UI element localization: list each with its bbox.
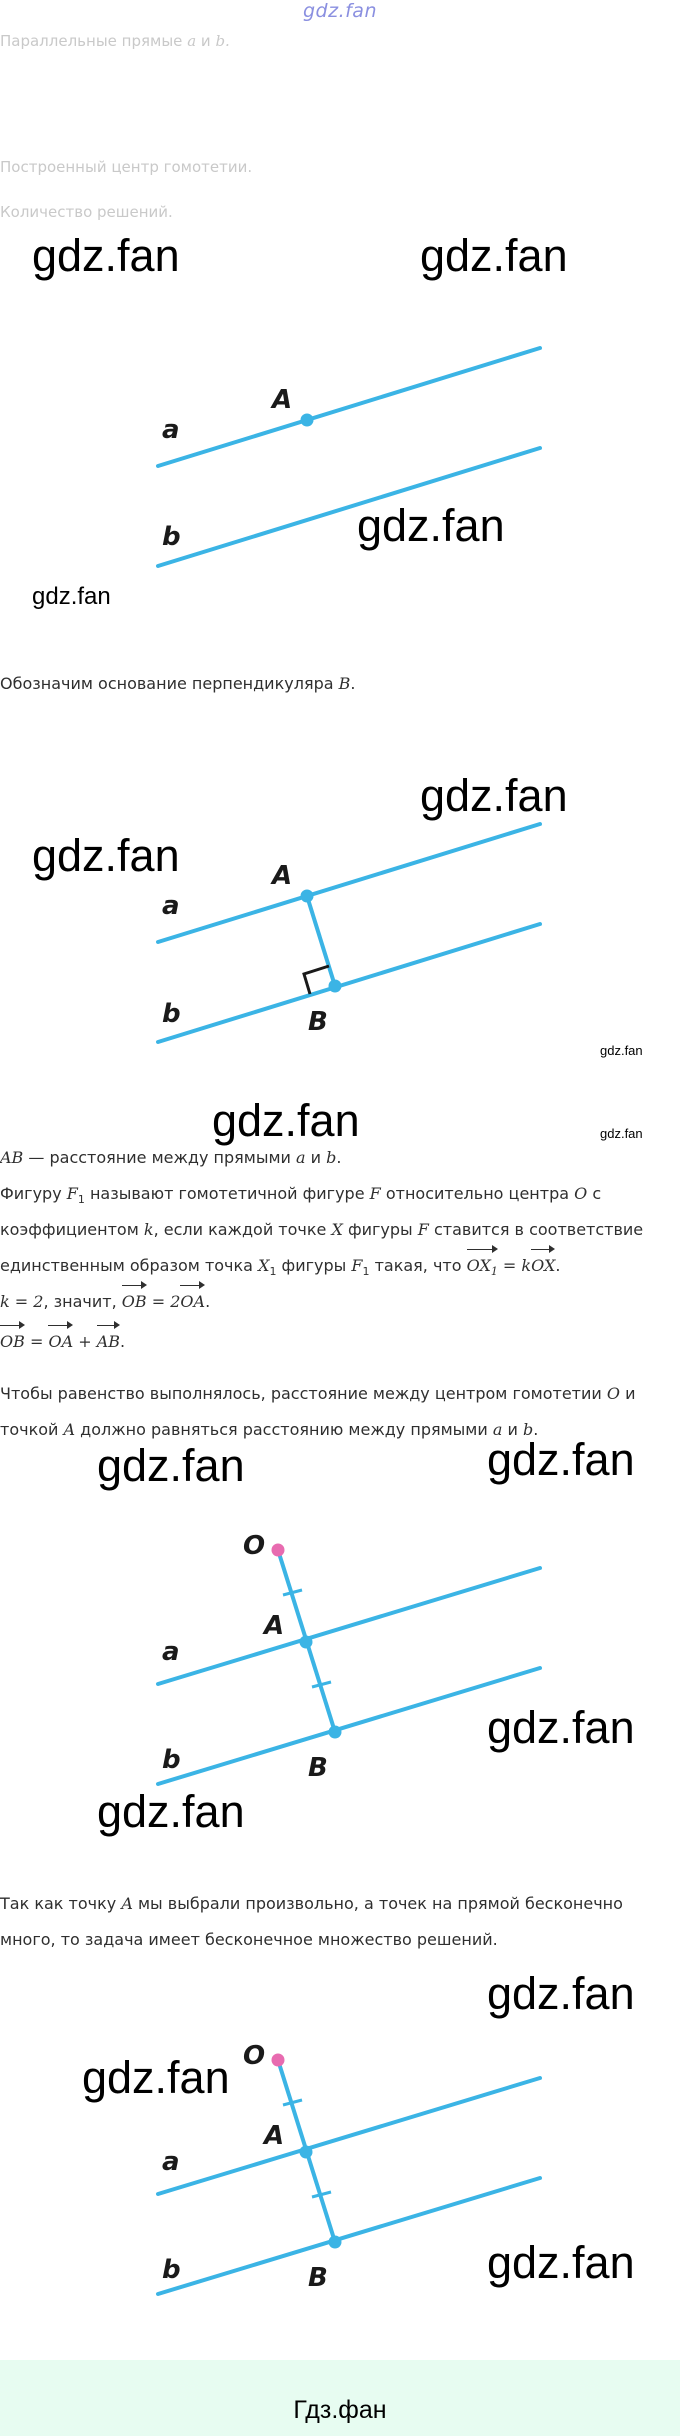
math-b: b (326, 1148, 337, 1167)
figure-homothety-center (0, 1520, 680, 1810)
math-eq: = 2 (146, 1292, 181, 1311)
point-o (272, 1544, 285, 1557)
math-eq: = (497, 1256, 522, 1275)
faded-line-3: Количество решений. (0, 203, 173, 221)
label-point-b: B (308, 2263, 328, 2293)
text: Так как точку (0, 1894, 122, 1913)
vector-AB: AB (97, 1324, 120, 1360)
math-a: a (492, 1420, 503, 1439)
text: и (502, 1420, 523, 1439)
math-A: A (63, 1420, 76, 1439)
figure-perpendicular (0, 800, 680, 1060)
label-point-b: B (308, 1007, 328, 1037)
label-line-a: a (162, 1637, 180, 1667)
line-b (158, 1668, 540, 1784)
math-k-value: k = 2 (0, 1292, 44, 1311)
faded-text: Параллельные прямые (0, 32, 183, 50)
label-point-o: O (243, 2041, 266, 2071)
label-line-b: b (162, 999, 181, 1029)
label-point-a: A (272, 385, 293, 415)
text: должно равняться расстоянию между прямыми (75, 1420, 493, 1439)
text: относительно центра (380, 1184, 575, 1203)
text: . (120, 1332, 126, 1351)
text: ставится в соответствие (428, 1220, 644, 1239)
paragraph-definition-line-2 (0, 1212, 643, 1248)
line-a (158, 1568, 540, 1684)
label-line-b: b (162, 2255, 181, 2285)
watermark: gdz.fan (487, 1434, 635, 1485)
text: коэффициентом (0, 1220, 144, 1239)
text: , значит, (43, 1292, 122, 1311)
math-k: k (143, 1220, 154, 1239)
faded-and: и (200, 32, 211, 50)
label-line-b: b (162, 522, 181, 552)
math-k: k (521, 1256, 532, 1275)
watermark: gdz.fan (32, 583, 111, 610)
watermark: gdz.fan (487, 1702, 635, 1753)
point-o (272, 2054, 285, 2067)
vector-OA: OA (180, 1284, 205, 1320)
text: единственным образом точка (0, 1256, 259, 1275)
math-B: B (338, 674, 351, 693)
text: называют гомотетичной фигуре (84, 1184, 370, 1203)
math-plus: + (73, 1332, 97, 1351)
watermark: gdz.fan (97, 1440, 245, 1491)
point-a (300, 2146, 313, 2159)
math-F: F (417, 1220, 429, 1239)
math-a: a (296, 1148, 306, 1167)
label-point-a: A (264, 1611, 285, 1641)
math-O: O (574, 1184, 588, 1203)
text: . (205, 1292, 211, 1311)
line-a (158, 348, 540, 466)
text: фигуры (276, 1256, 352, 1275)
point-b (329, 1726, 342, 1739)
label-point-o: O (243, 1531, 266, 1561)
line-a (158, 2078, 540, 2194)
footer-logo[interactable]: Гдз.фан (293, 2396, 387, 2424)
paragraph-k-equals (0, 1284, 210, 1320)
text: с (587, 1184, 602, 1203)
math-AB: AB (0, 1148, 24, 1167)
paragraph-condition-line-1 (0, 1376, 636, 1412)
text: точкой (0, 1420, 64, 1439)
text: такая, что (369, 1256, 467, 1275)
label-line-b: b (162, 1745, 181, 1775)
text: . (533, 1420, 539, 1439)
vector-OX: OX (531, 1248, 555, 1284)
figure-homothety-final (0, 2030, 680, 2320)
line-a (158, 824, 540, 942)
point-a (300, 1636, 313, 1649)
watermark: gdz.fan (357, 500, 505, 551)
paragraph-distance (0, 1140, 341, 1176)
faded-var-a: a (187, 32, 197, 50)
site-logo[interactable]: gdz.fan (302, 0, 377, 22)
math-F: F (66, 1184, 78, 1203)
math-eq: = (24, 1332, 49, 1351)
math-b: b (522, 1420, 534, 1439)
math-O: O (606, 1384, 621, 1403)
watermark: gdz.fan (487, 2237, 635, 2288)
subscript: 1 (362, 1265, 370, 1279)
text: . (336, 1148, 342, 1167)
label-line-a: a (162, 891, 180, 921)
vector-OB: OB (122, 1284, 147, 1320)
text: мы выбрали произвольно, а точек на прямой бесконечно (132, 1894, 623, 1913)
paragraph-condition-line-2 (0, 1412, 538, 1448)
math-A: A (121, 1894, 133, 1913)
paragraph-conclusion-line-1 (0, 1886, 623, 1922)
paragraph-vector-sum (0, 1324, 125, 1360)
label-line-a: a (162, 415, 180, 445)
watermark: gdz.fan (420, 770, 568, 821)
text: . (350, 674, 356, 693)
math-OX: OX (466, 1256, 491, 1275)
text: . (555, 1256, 561, 1275)
subscript: 1 (269, 1265, 277, 1279)
faded-line-1 (0, 32, 230, 50)
point-b (329, 980, 342, 993)
text: , если каждой точке (153, 1220, 332, 1239)
subscript: 1 (77, 1193, 85, 1207)
text: и (620, 1384, 636, 1403)
text: — расстояние между прямыми (23, 1148, 297, 1167)
watermark: gdz.fan (600, 1126, 643, 1141)
watermark: gdz.fan (487, 1968, 635, 2019)
math-X: X (258, 1256, 270, 1275)
label-point-a: A (264, 2121, 285, 2151)
label-point-a: A (272, 861, 293, 891)
text: фигуры (342, 1220, 418, 1239)
line-b (158, 2178, 540, 2294)
line-b (158, 448, 540, 566)
label-line-a: a (162, 2147, 180, 2177)
paragraph-perpendicular (0, 666, 355, 702)
watermark: gdz.fan (600, 1043, 643, 1058)
subscript: 1 (490, 1265, 498, 1279)
math-F: F (369, 1184, 381, 1203)
watermark: gdz.fan (97, 1786, 245, 1837)
point-b (329, 2236, 342, 2249)
faded-line-2: Построенный центр гомотетии. (0, 158, 253, 176)
label-point-b: B (308, 1753, 328, 1783)
watermark: gdz.fan (212, 1095, 360, 1146)
paragraph-conclusion-line-2: много, то задача имеет бесконечное множество решений. (0, 1930, 498, 1949)
watermark: gdz.fan (82, 2052, 230, 2103)
text: и (305, 1148, 327, 1167)
text: Чтобы равенство выполнялось, расстояние между центром гомотетии (0, 1384, 607, 1403)
math-F: F (351, 1256, 363, 1275)
math-X: X (331, 1220, 343, 1239)
figure-parallel-lines (0, 320, 680, 580)
vector-OA: OA (48, 1324, 73, 1360)
text: Обозначим основание перпендикуляра (0, 674, 334, 693)
watermark: gdz.fan (32, 830, 180, 881)
watermark: gdz.fan (420, 230, 568, 281)
line-b (158, 924, 540, 1042)
text: Фигуру (0, 1184, 67, 1203)
point-a (301, 890, 314, 903)
faded-var-b: b. (215, 32, 230, 50)
watermark: gdz.fan (32, 230, 180, 281)
vector-OB: OB (0, 1324, 25, 1360)
vector-OX1 (467, 1248, 498, 1290)
point-a (301, 414, 314, 427)
